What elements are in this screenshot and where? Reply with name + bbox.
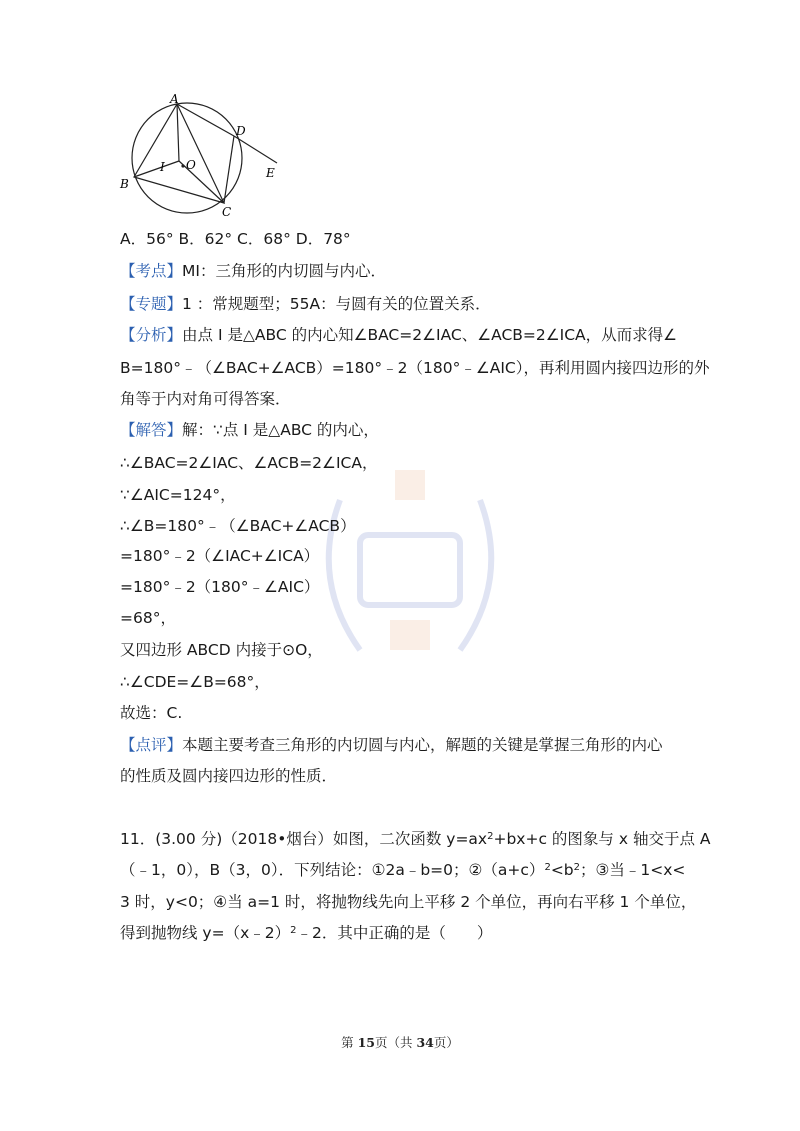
kaodian-text: MI：三角形的内切圆与内心． — [182, 262, 386, 280]
fenxi-line-1 — [120, 325, 677, 345]
jieda-step: 又四边形 ABCD 内接于⊙O， — [120, 641, 323, 659]
footer-mid: 页（共 — [374, 1035, 417, 1050]
label-i: I — [160, 160, 165, 174]
jieda-step: ∴∠B=180°﹣（∠BAC+∠ACB） — [120, 517, 356, 535]
jieda-tag: 【解答】 — [120, 421, 183, 439]
watermark-logo — [300, 440, 520, 700]
q11-line-4 — [120, 923, 492, 943]
segment-ai — [177, 104, 179, 161]
label-d: D — [236, 124, 246, 138]
q11-text: 11．(3.00 分)（2018•烟台）如图，二次函数 y=ax — [120, 830, 488, 848]
q11-line-3: 3 时，y<0；④当 a=1 时，将抛物线先向上平移 2 个单位，再向右平移 1 个单位， — [120, 893, 697, 911]
footer-prefix: 第 — [341, 1035, 358, 1050]
fenxi-tag: 【分析】 — [120, 326, 183, 344]
q11-text: ﹣2．其中正确的是（ ） — [296, 924, 493, 942]
kaodian-tag: 【考点】 — [120, 262, 183, 280]
q11-line-1 — [120, 829, 710, 849]
q11-text: +bx+c 的图象与 x 轴交于点 A — [493, 830, 711, 848]
page-total: 34 — [416, 1035, 434, 1050]
segment-bi — [134, 161, 179, 177]
jieda-step: =68°， — [120, 609, 176, 627]
page-number: 15 — [357, 1035, 375, 1050]
dianping-line-1 — [120, 735, 663, 755]
q11-text: <b — [550, 861, 574, 879]
footer-suffix: 页） — [433, 1035, 459, 1050]
dianping-text-2: 的性质及圆内接四边形的性质． — [120, 767, 338, 785]
fenxi-text-1: 由点 I 是△ABC 的内心知∠BAC=2∠IAC、∠ACB=2∠ICA，从而求得∠ — [182, 326, 678, 344]
circle-triangle-figure — [112, 93, 292, 223]
q11-line-2 — [120, 860, 685, 880]
kaodian-line — [120, 261, 386, 281]
label-a: A — [170, 93, 179, 106]
jieda-line-1 — [120, 420, 379, 440]
fenxi-text-2: B=180°﹣（∠BAC+∠ACB）=180°﹣2（180°﹣∠AIC），再利用圆内接四边形的外 — [120, 359, 710, 377]
label-o: O — [186, 158, 196, 172]
jieda-step: =180°﹣2（180°﹣∠AIC） — [120, 578, 320, 596]
q11-text: ；③当﹣1<x< — [580, 861, 686, 879]
jieda-step: 故选：C. — [120, 704, 183, 722]
center-point — [181, 164, 184, 167]
fenxi-text-3: 角等于内对角可得答案． — [120, 390, 291, 408]
jieda-step: ∵∠AIC=124°， — [120, 486, 236, 504]
page-footer — [0, 1033, 800, 1051]
jieda-step: ∴∠CDE=∠B=68°， — [120, 673, 270, 691]
superscript: 2 — [290, 925, 297, 936]
segment-de — [234, 136, 277, 163]
label-b: B — [120, 177, 129, 191]
jieda-step: =180°﹣2（∠IAC+∠ICA） — [120, 547, 320, 565]
answer-options: A．56° B．62° C．68° D．78° — [120, 230, 351, 248]
label-e: E — [266, 166, 275, 180]
zhuanti-line — [120, 294, 491, 314]
jieda-first: 解：∵点 I 是△ABC 的内心， — [182, 421, 379, 439]
dianping-tag: 【点评】 — [120, 736, 183, 754]
label-c: C — [222, 205, 232, 219]
dianping-text-1: 本题主要考查三角形的内切圆与内心，解题的关键是掌握三角形的内心 — [182, 736, 663, 754]
superscript: 2 — [573, 862, 581, 873]
zhuanti-tag: 【专题】 — [120, 295, 183, 313]
zhuanti-text: 1 ：常规题型；55A：与圆有关的位置关系． — [182, 295, 491, 313]
jieda-step: ∴∠BAC=2∠IAC、∠ACB=2∠ICA， — [120, 454, 378, 472]
superscript: 2 — [487, 831, 494, 842]
superscript: 2 — [544, 862, 551, 873]
q11-text: 得到抛物线 y=（x﹣2） — [120, 924, 291, 942]
q11-text: （﹣1，0），B（3，0）．下列结论：①2a﹣b=0；②（a+c） — [120, 861, 545, 879]
segment-ad — [177, 104, 234, 136]
